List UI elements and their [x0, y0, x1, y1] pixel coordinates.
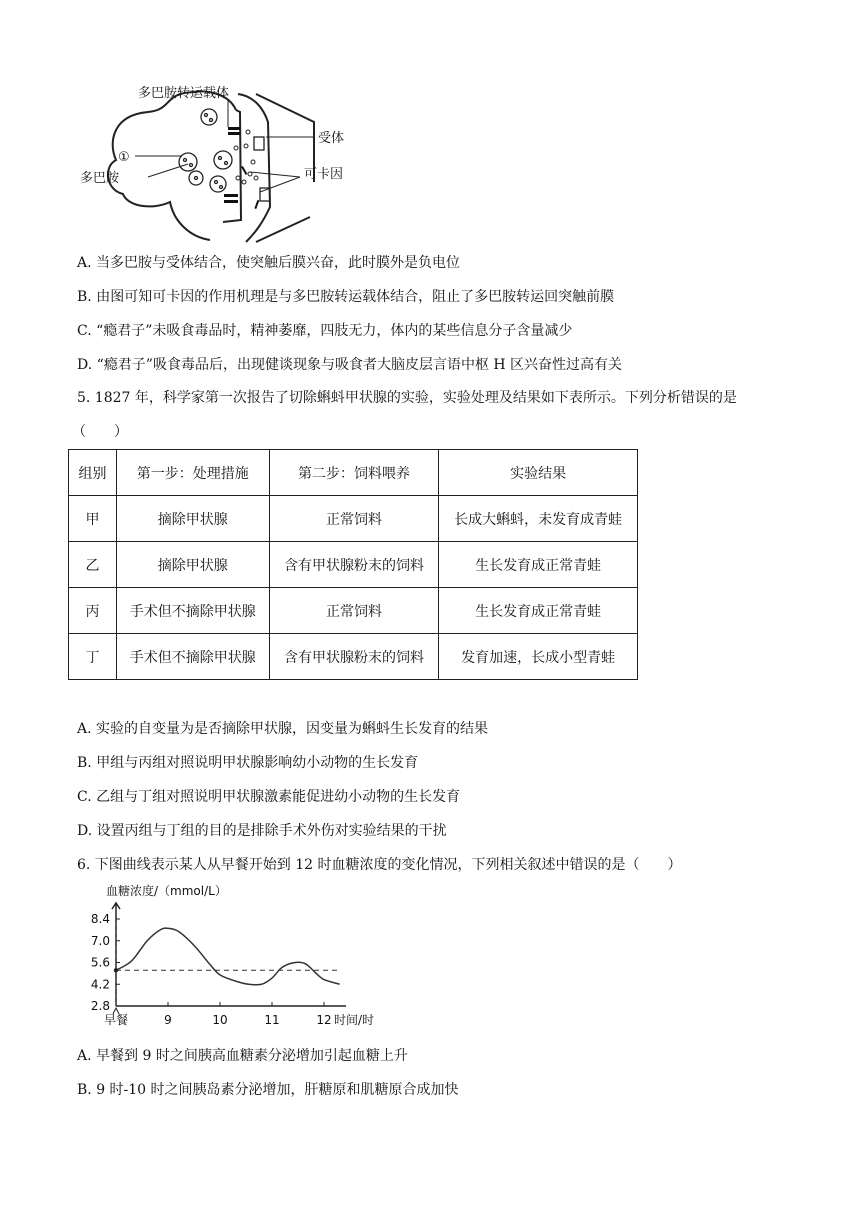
table-cell: 甲: [69, 496, 117, 542]
x-tick-label: 早餐: [103, 1013, 129, 1027]
q5-option-b: B. 甲组与丙组对照说明甲状腺影响幼小动物的生长发育: [77, 755, 419, 771]
table-header-cell: 组别: [69, 450, 117, 496]
blood-glucose-chart: [78, 883, 375, 1031]
y-tick-label: 8.4: [90, 912, 110, 926]
q5-option-a: A. 实验的自变量为是否摘除甲状腺，因变量为蝌蚪生长发育的结果: [77, 721, 489, 737]
y-tick-label: 4.2: [90, 977, 110, 992]
table-cell: 含有甲状腺粉末的饲料: [269, 542, 439, 588]
label-receptor: 受体: [318, 131, 345, 146]
q6-option-a: A. 早餐到 9 时之间胰高血糖素分泌增加引起血糖上升: [77, 1048, 408, 1064]
start-point: [114, 968, 118, 972]
table-cell: 乙: [69, 542, 117, 588]
table-cell: 发育加速，长成小型青蛙: [439, 634, 638, 680]
y-tick-label: 7.0: [90, 933, 110, 948]
q6-stem: 6. 下图曲线表示某人从早餐开始到 12 时血糖浓度的变化情况，下列相关叙述中错误的是（ ）: [77, 857, 682, 873]
x-tick-label: 10: [212, 1013, 228, 1027]
q4-option-d: D. “瘾君子”吸食毒品后，出现健谈现象与吸食者大脑皮层言语中枢 H 区兴奋性过高有关: [77, 357, 623, 373]
table-cell: 丁: [69, 634, 117, 680]
table-header-cell: 第一步：处理措施: [116, 450, 269, 496]
table-row: [69, 542, 638, 588]
table-row: [69, 634, 638, 680]
table-cell: 正常饲料: [269, 496, 439, 542]
table-cell: 手术但不摘除甲状腺: [116, 588, 269, 634]
table-cell: 含有甲状腺粉末的饲料: [269, 634, 439, 680]
synapse-diagram: [78, 82, 378, 247]
x-axis-label: 时间/时: [334, 1013, 375, 1027]
vesicles: [179, 109, 232, 192]
q5-option-d: D. 设置丙组与丁组的目的是排除手术外伤对实验结果的干扰: [77, 823, 447, 839]
table-header-cell: 实验结果: [439, 450, 638, 496]
y-tick-label: 2.8: [90, 999, 110, 1013]
label-marker-1: ①: [118, 150, 130, 165]
chart-axes: [112, 903, 346, 1006]
y-tick-label: 5.6: [90, 955, 110, 970]
table-cell: 摘除甲状腺: [116, 496, 269, 542]
q5-option-c: C. 乙组与丁组对照说明甲状腺激素能促进幼小动物的生长发育: [77, 789, 461, 805]
label-cocaine: 可卡因: [304, 167, 344, 182]
table-header-row: [69, 450, 638, 496]
x-tick-label: 12: [316, 1013, 332, 1027]
y-axis-label: 血糖浓度/（mmol/L）: [106, 884, 227, 898]
table-cell: 正常饲料: [269, 588, 439, 634]
table-cell: 丙: [69, 588, 117, 634]
q5-stem: 5. 1827 年，科学家第一次报告了切除蝌蚪甲状腺的实验，实验处理及结果如下表所示。下列分析错误的是: [77, 390, 737, 406]
q4-option-a: A. 当多巴胺与受体结合，使突触后膜兴奋，此时膜外是负电位: [77, 255, 461, 271]
q4-option-b: B. 由图可知可卡因的作用机理是与多巴胺转运载体结合，阻止了多巴胺转运回突触前膜: [77, 289, 615, 305]
table-row: [69, 588, 638, 634]
label-transporter: 多巴胺转运载体: [138, 86, 230, 101]
glucose-curve: [116, 928, 340, 985]
table-cell: 摘除甲状腺: [116, 542, 269, 588]
q6-option-b: B. 9 时-10 时之间胰岛素分泌增加，肝糖原和肌糖原合成加快: [77, 1082, 459, 1098]
x-tick-label: 11: [264, 1013, 280, 1027]
table-cell: 生长发育成正常青蛙: [439, 542, 638, 588]
table-cell: 长成大蝌蚪，未发育成青蛙: [439, 496, 638, 542]
label-dopamine: 多巴胺: [80, 171, 120, 186]
table-header-cell: 第二步：饲料喂养: [269, 450, 439, 496]
q5-paren: （ ）: [72, 424, 128, 440]
x-tick-label: 9: [164, 1013, 172, 1027]
table-cell: 手术但不摘除甲状腺: [116, 634, 269, 680]
experiment-table: [68, 449, 638, 680]
presynaptic-membrane: [108, 92, 210, 240]
table-row: [69, 496, 638, 542]
q4-option-c: C. “瘾君子”未吸食毒品时，精神萎靡，四肢无力，体内的某些信息分子含量减少: [77, 323, 573, 339]
table-cell: 生长发育成正常青蛙: [439, 588, 638, 634]
